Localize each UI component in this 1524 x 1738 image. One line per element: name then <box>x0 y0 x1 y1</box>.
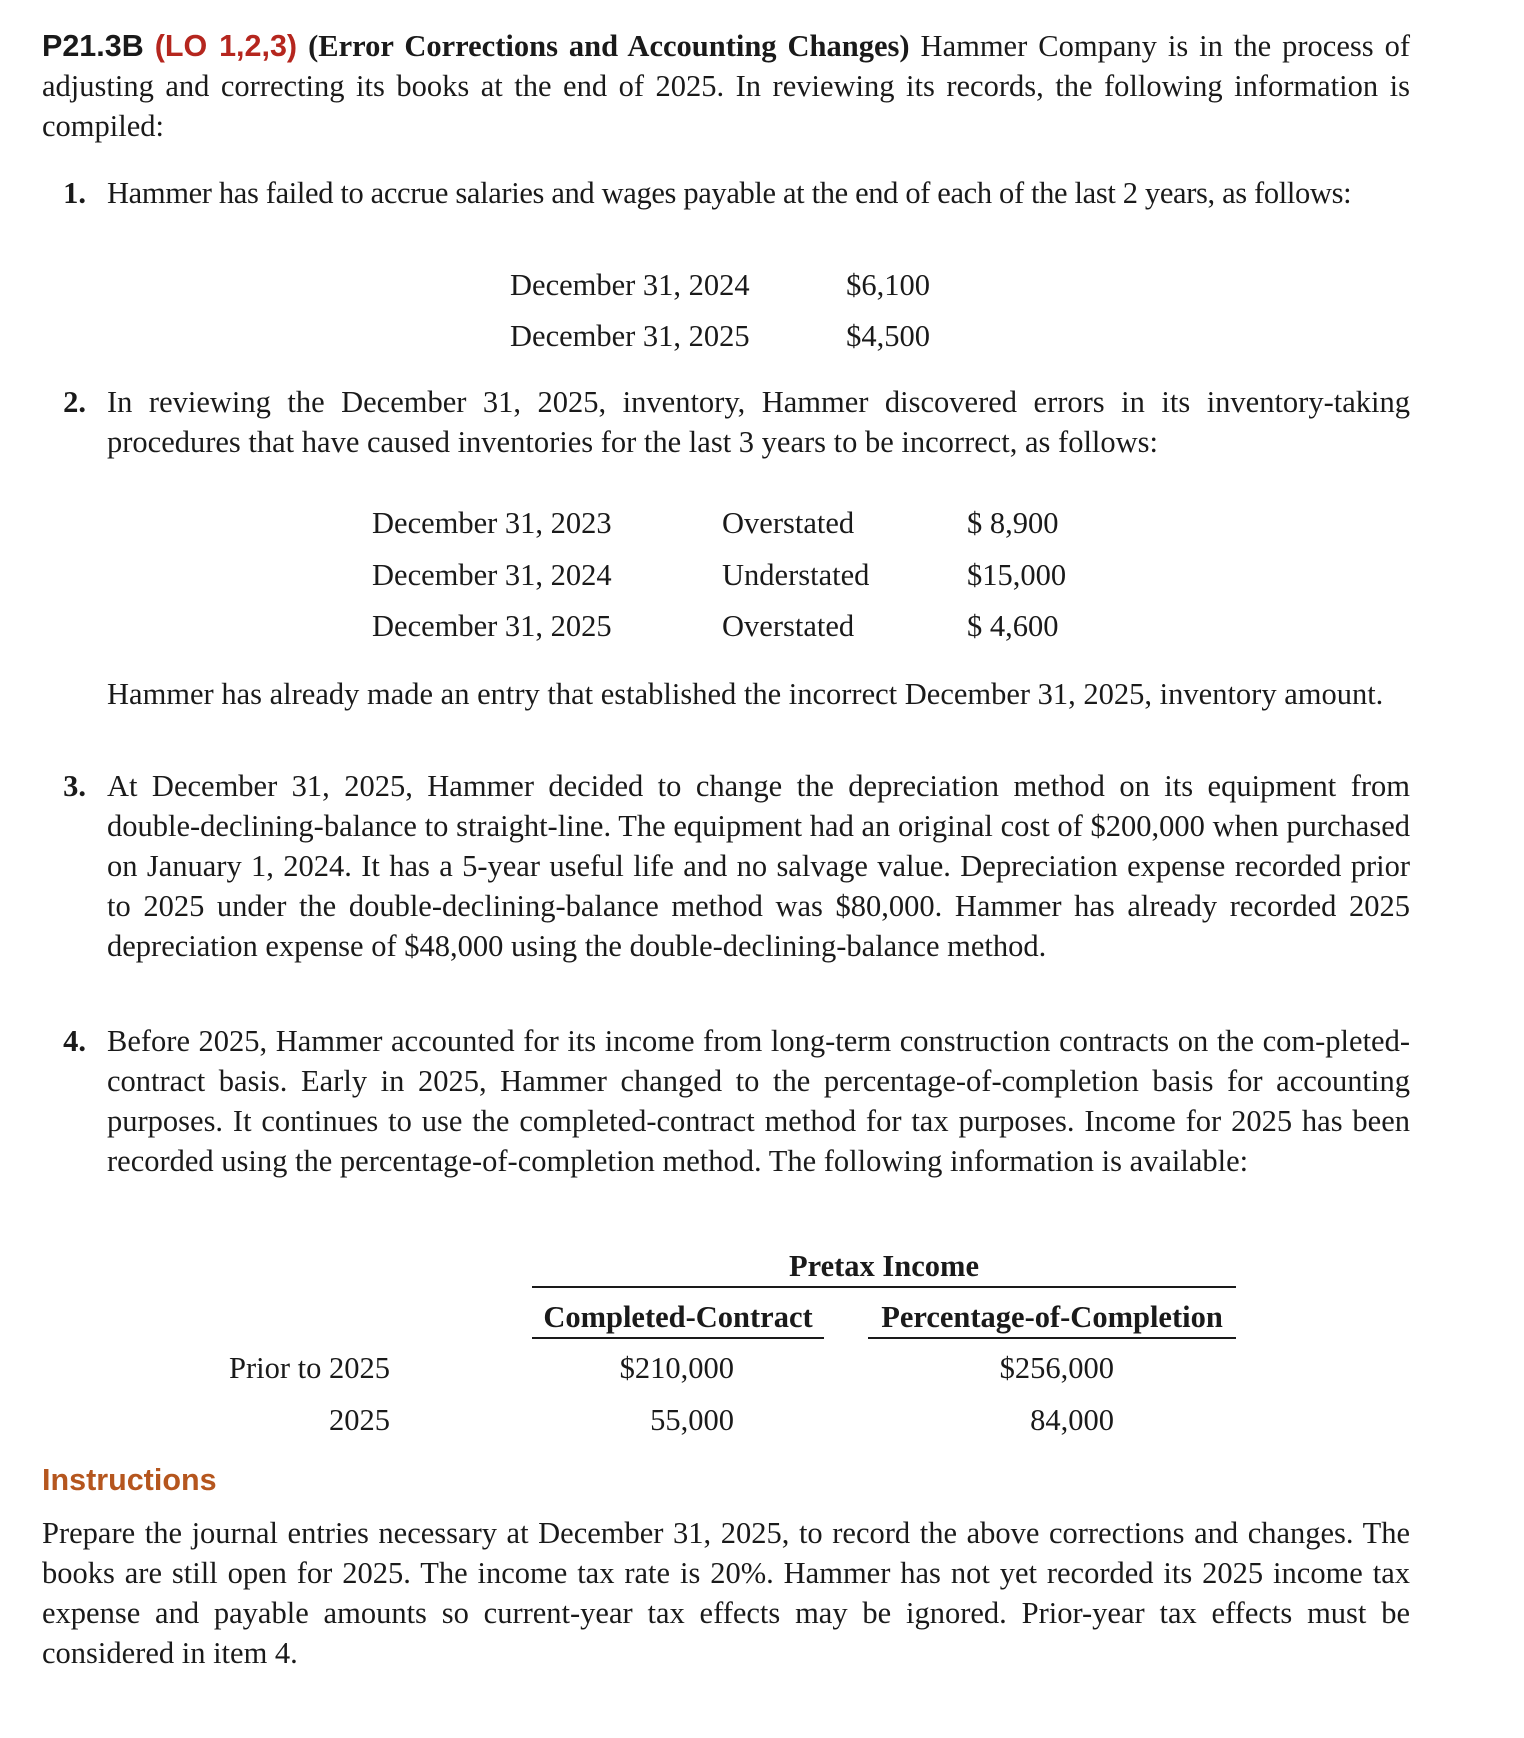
inventory-row-2-date: December 31, 2024 <box>372 558 612 592</box>
inventory-row-1-amount: $ 8,900 <box>967 506 1059 540</box>
pretax-row-2-cc: 55,000 <box>650 1403 734 1437</box>
inventory-row-3-date: December 31, 2025 <box>372 609 612 643</box>
col-percentage-of-completion-underline <box>868 1337 1236 1339</box>
item-4-text: Before 2025, Hammer accounted for its income from long-term construction contracts on the com-pleted-contract basis. Early in 2025, Hammer changed to the percentage-of-completion basis for accounting purposes. It continues to use the completed-contract method for tax purposes. Income for 2025 has been recorded using the percentage-of-completion method. The following information is available: <box>107 1024 1410 1178</box>
pretax-row-2-label: 2025 <box>329 1403 390 1437</box>
item-1-number: 1. <box>63 176 86 210</box>
problem-title: (Error Corrections and Accounting Changes) <box>308 29 910 63</box>
pretax-row-1-cc: $210,000 <box>619 1351 734 1385</box>
inventory-row-2-amount: $15,000 <box>967 558 1067 592</box>
item-3-number: 3. <box>63 769 86 803</box>
salary-row-1-amount: $6,100 <box>846 268 930 302</box>
intro-text: Hammer Company is in the process of adjusting and correcting its books at the end of 2025. In reviewing its records, the following information is compiled: <box>42 29 1411 143</box>
inventory-row-2-status: Understated <box>722 558 870 592</box>
learning-objectives: (LO 1,2,3) <box>154 29 298 63</box>
pretax-income-underline <box>532 1286 1236 1288</box>
salary-row-2-amount: $4,500 <box>846 319 930 353</box>
inventory-row-1-status: Overstated <box>722 506 855 540</box>
instructions-heading: Instructions <box>42 1463 217 1497</box>
col-percentage-of-completion: Percentage-of-Completion <box>881 1300 1223 1334</box>
item-3-text: At December 31, 2025, Hammer decided to change the depreciation method on its equipment from double-declining-balance to straight-line. The equipment had an original cost of $200,000 when purchased on January 1, 2024. It has a 5-year useful life and no salvage value. Depreciation expense recorded prior to 2025 under the double-declining-balance method was $80,000. Hammer has already recorded 2025 depreciation expense of $48,000 using the double-declining-balance method. <box>107 769 1410 963</box>
inventory-row-3-amount: $ 4,600 <box>967 609 1059 643</box>
item-2-number: 2. <box>63 385 86 419</box>
instructions-text: Prepare the journal entries necessary at December 31, 2025, to record the above corrections and changes. The books are still open for 2025. The income tax rate is 20%. Hammer has not yet recorded its 2025 income tax expense and payable amounts so current-year tax effects may be ignored. Prior-year tax effects must be considered in item 4. <box>42 1516 1410 1670</box>
problem-intro <box>42 26 1410 146</box>
pretax-income-header: Pretax Income <box>789 1249 979 1283</box>
inventory-row-3-status: Overstated <box>722 609 855 643</box>
problem-code: P21.3B <box>42 29 144 63</box>
item-1-text: Hammer has failed to accrue salaries and wages payable at the end of each of the last 2 years, as follows: <box>107 176 1352 210</box>
col-completed-contract-underline <box>532 1337 824 1339</box>
salary-row-1-date: December 31, 2024 <box>510 268 750 302</box>
inventory-row-1-date: December 31, 2023 <box>372 506 612 540</box>
pretax-row-1-poc: $256,000 <box>999 1351 1114 1385</box>
pretax-row-2-poc: 84,000 <box>1030 1403 1114 1437</box>
item-2-text: In reviewing the December 31, 2025, inventory, Hammer discovered errors in its inventory-taking procedures that have caused inventories for the last 3 years to be incorrect, as follows: <box>107 385 1410 459</box>
item-4-number: 4. <box>63 1024 86 1058</box>
salary-row-2-date: December 31, 2025 <box>510 319 750 353</box>
col-completed-contract: Completed-Contract <box>543 1300 813 1334</box>
item-2-note: Hammer has already made an entry that established the incorrect December 31, 2025, inventory amount. <box>107 677 1384 711</box>
pretax-row-1-label: Prior to 2025 <box>229 1351 390 1385</box>
